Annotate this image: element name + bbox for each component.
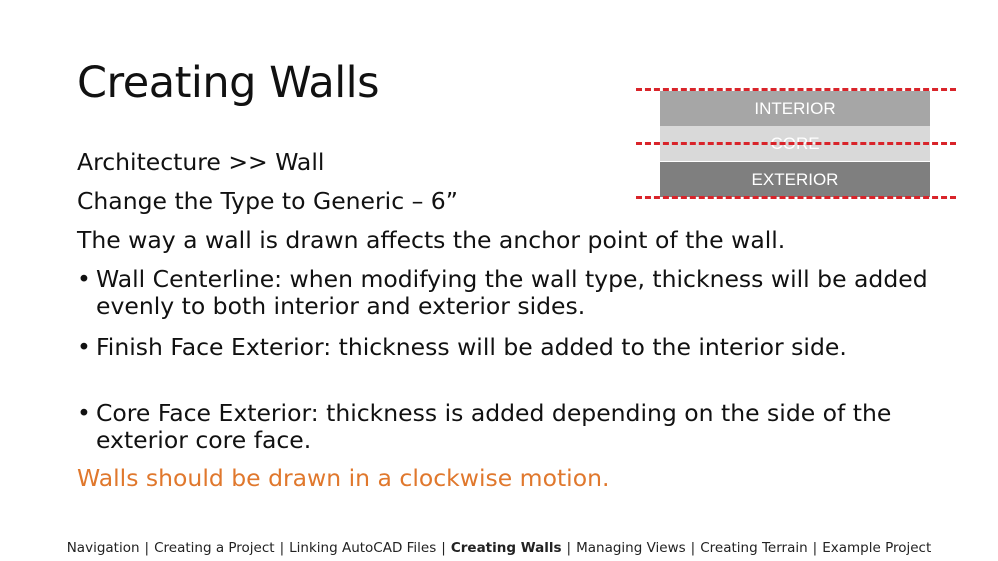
slide-title: Creating Walls bbox=[77, 58, 379, 108]
bullet-text: Finish Face Exterior: thickness will be added to the interior side. bbox=[96, 333, 847, 361]
layer-label: EXTERIOR bbox=[751, 169, 839, 189]
footer-link-creating-terrain[interactable]: Creating Terrain bbox=[700, 540, 808, 556]
dashed-line-interior-face bbox=[636, 88, 956, 91]
footer-separator: | bbox=[441, 540, 446, 556]
clockwise-note: Walls should be drawn in a clockwise motion. bbox=[77, 464, 610, 492]
footer-separator: | bbox=[279, 540, 285, 556]
footer-link-navigation[interactable]: Navigation bbox=[66, 540, 140, 556]
layer-label: INTERIOR bbox=[754, 98, 836, 118]
layer-label: CORE bbox=[770, 133, 820, 153]
dashed-line-centerline bbox=[636, 142, 956, 145]
footer-link-example-project[interactable]: Example Project bbox=[822, 540, 932, 556]
bullet-finish-face-exterior bbox=[77, 334, 957, 361]
footer-link-creating-a-project[interactable]: Creating a Project bbox=[154, 540, 275, 556]
footer-separator: | bbox=[690, 540, 696, 556]
bullet-text: Wall Centerline: when modifying the wall type, thickness will be added evenly to both interior and exterior sides. bbox=[96, 265, 928, 320]
footer-link-linking-autocad-files[interactable]: Linking AutoCAD Files bbox=[289, 540, 437, 556]
bullet-core-face-exterior bbox=[77, 400, 957, 454]
bullet-marker: • bbox=[77, 399, 91, 427]
bullet-marker: • bbox=[77, 333, 91, 361]
bullet-wall-centerline bbox=[77, 266, 957, 320]
footer-separator: | bbox=[812, 540, 818, 556]
footer-link-creating-walls[interactable]: Creating Walls bbox=[450, 540, 562, 556]
body-line-architecture-wall: Architecture >> Wall bbox=[77, 148, 325, 176]
dashed-line-exterior-face bbox=[636, 196, 956, 199]
layer-interior bbox=[660, 91, 930, 126]
bullet-text: Core Face Exterior: thickness is added depending on the side of the exterior core face. bbox=[96, 399, 892, 454]
bullet-marker: • bbox=[77, 265, 91, 293]
footer-separator: | bbox=[566, 540, 572, 556]
body-line-anchor-point: The way a wall is drawn affects the anchor point of the wall. bbox=[77, 226, 786, 254]
footer-navigation bbox=[0, 540, 998, 556]
footer-link-managing-views[interactable]: Managing Views bbox=[576, 540, 686, 556]
wall-layer-diagram bbox=[636, 88, 956, 203]
body-line-change-type: Change the Type to Generic – 6” bbox=[77, 187, 458, 215]
layer-exterior bbox=[660, 162, 930, 197]
footer-separator: | bbox=[144, 540, 150, 556]
